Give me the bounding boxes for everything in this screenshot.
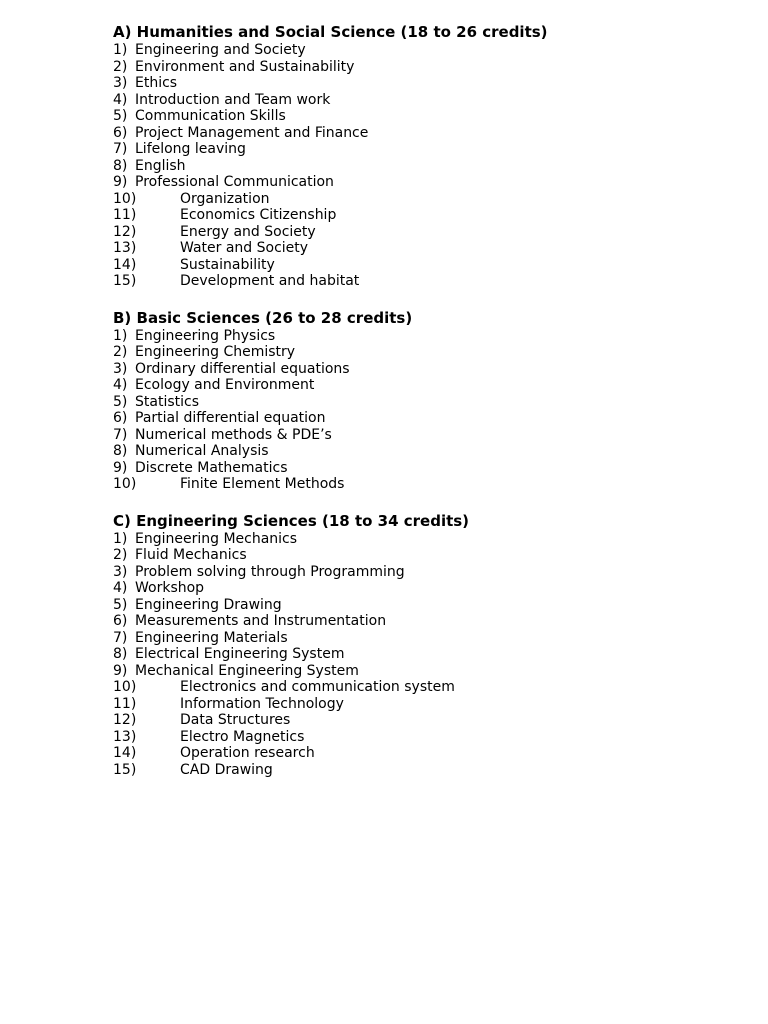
section-engineering-sciences — [113, 511, 733, 779]
item-number: 15) — [113, 761, 137, 778]
list-item — [113, 476, 733, 493]
item-label: Professional Communication — [135, 174, 334, 190]
item-label: Engineering and Society — [135, 42, 306, 58]
course-list — [113, 531, 733, 779]
item-number: 13) — [113, 728, 137, 745]
item-number: 9) — [113, 459, 128, 476]
item-number: 9) — [113, 662, 128, 679]
section-title: C) Engineering Sciences (18 to 34 credits) — [113, 511, 470, 530]
item-number: 11) — [113, 207, 137, 223]
item-label: Communication Skills — [135, 108, 286, 124]
list-item — [113, 427, 733, 444]
item-label: Workshop — [135, 580, 205, 596]
item-number: 7) — [113, 426, 128, 443]
list-item — [113, 547, 733, 564]
list-item — [113, 75, 733, 92]
item-label: Numerical methods & PDE’s — [135, 426, 332, 443]
item-number: 2) — [113, 547, 128, 563]
item-label: Introduction and Team work — [135, 91, 331, 108]
item-label: Ecology and Environment — [135, 377, 315, 393]
section-basic-sciences — [113, 308, 733, 493]
list-item — [113, 696, 733, 713]
list-item — [113, 377, 733, 394]
item-label: Finite Element Methods — [180, 476, 345, 492]
item-label: Organization — [180, 190, 270, 207]
item-label: Engineering Materials — [135, 629, 288, 646]
list-item — [113, 613, 733, 630]
item-label: Data Structures — [180, 712, 291, 728]
list-item — [113, 663, 733, 680]
item-label: Development and habitat — [180, 273, 360, 289]
list-item — [113, 745, 733, 762]
list-item — [113, 141, 733, 158]
course-list — [113, 328, 733, 493]
item-number: 8) — [113, 443, 128, 459]
list-item — [113, 531, 733, 548]
item-label: Lifelong leaving — [135, 141, 246, 157]
item-label: Engineering Mechanics — [135, 530, 298, 547]
list-item — [113, 762, 733, 779]
item-label: Ethics — [135, 75, 178, 91]
item-number: 12) — [113, 223, 137, 240]
item-number: 4) — [113, 377, 128, 393]
list-item — [113, 240, 733, 257]
list-item — [113, 564, 733, 581]
item-number: 1) — [113, 327, 128, 344]
item-label: Engineering Chemistry — [135, 344, 296, 360]
document-page — [113, 22, 733, 796]
list-item — [113, 344, 733, 361]
item-number: 2) — [113, 58, 128, 75]
item-number: 5) — [113, 108, 128, 124]
item-number: 12) — [113, 712, 137, 728]
item-number: 1) — [113, 530, 128, 547]
item-number: 8) — [113, 157, 128, 174]
item-label: Ordinary differential equations — [135, 360, 350, 377]
item-number: 2) — [113, 344, 128, 360]
item-label: Partial differential equation — [135, 410, 326, 426]
list-item — [113, 108, 733, 125]
item-number: 6) — [113, 124, 128, 141]
item-number: 6) — [113, 410, 128, 426]
item-number: 4) — [113, 580, 128, 596]
item-number: 10) — [113, 476, 137, 492]
item-label: Operation research — [180, 745, 315, 761]
item-number: 10) — [113, 190, 137, 207]
item-label: Measurements and Instrumentation — [135, 613, 387, 629]
list-item — [113, 42, 733, 59]
course-list — [113, 42, 733, 290]
list-item — [113, 174, 733, 191]
item-label: Electronics and communication system — [180, 679, 455, 695]
list-item — [113, 443, 733, 460]
item-number: 1) — [113, 42, 128, 58]
item-label: Energy and Society — [180, 223, 316, 240]
item-label: Discrete Mathematics — [135, 459, 288, 476]
section-title: A) Humanities and Social Science (18 to 26 credits) — [113, 23, 548, 41]
list-item — [113, 273, 733, 290]
item-label: Electrical Engineering System — [135, 646, 345, 662]
list-item — [113, 361, 733, 378]
item-number: 11) — [113, 695, 137, 712]
item-number: 3) — [113, 360, 128, 377]
list-item — [113, 191, 733, 208]
item-label: Electro Magnetics — [180, 728, 305, 745]
list-item — [113, 92, 733, 109]
item-number: 13) — [113, 240, 137, 256]
item-number: 7) — [113, 629, 128, 646]
item-label: Numerical Analysis — [135, 443, 269, 459]
item-number: 3) — [113, 75, 128, 91]
item-number: 10) — [113, 679, 137, 695]
item-number: 5) — [113, 393, 128, 410]
item-number: 8) — [113, 646, 128, 662]
item-number: 15) — [113, 273, 137, 289]
section-title: B) Basic Sciences (26 to 28 credits) — [113, 308, 413, 327]
list-item — [113, 630, 733, 647]
item-number: 6) — [113, 613, 128, 629]
item-label: Water and Society — [180, 240, 309, 256]
list-item — [113, 257, 733, 274]
list-item — [113, 597, 733, 614]
list-item — [113, 410, 733, 427]
item-label: Sustainability — [180, 256, 275, 273]
item-number: 5) — [113, 596, 128, 613]
item-label: Fluid Mechanics — [135, 547, 247, 563]
list-item — [113, 158, 733, 175]
item-label: Project Management and Finance — [135, 124, 369, 141]
item-label: English — [135, 157, 186, 174]
item-label: CAD Drawing — [180, 761, 273, 778]
list-item — [113, 125, 733, 142]
item-label: Engineering Physics — [135, 327, 276, 344]
item-label: Problem solving through Programming — [135, 563, 405, 580]
item-number: 9) — [113, 174, 128, 190]
section-humanities — [113, 22, 733, 290]
item-label: Statistics — [135, 393, 199, 410]
list-item — [113, 207, 733, 224]
item-label: Information Technology — [180, 695, 344, 712]
item-label: Mechanical Engineering System — [135, 662, 359, 679]
list-item — [113, 646, 733, 663]
item-label: Environment and Sustainability — [135, 58, 355, 75]
list-item — [113, 712, 733, 729]
item-number: 3) — [113, 563, 128, 580]
item-number: 14) — [113, 745, 137, 761]
item-number: 4) — [113, 91, 128, 108]
list-item — [113, 59, 733, 76]
list-item — [113, 224, 733, 241]
item-number: 14) — [113, 256, 137, 273]
list-item — [113, 580, 733, 597]
item-number: 7) — [113, 141, 128, 157]
list-item — [113, 328, 733, 345]
item-label: Economics Citizenship — [180, 207, 337, 223]
list-item — [113, 679, 733, 696]
list-item — [113, 394, 733, 411]
list-item — [113, 729, 733, 746]
item-label: Engineering Drawing — [135, 596, 282, 613]
list-item — [113, 460, 733, 477]
